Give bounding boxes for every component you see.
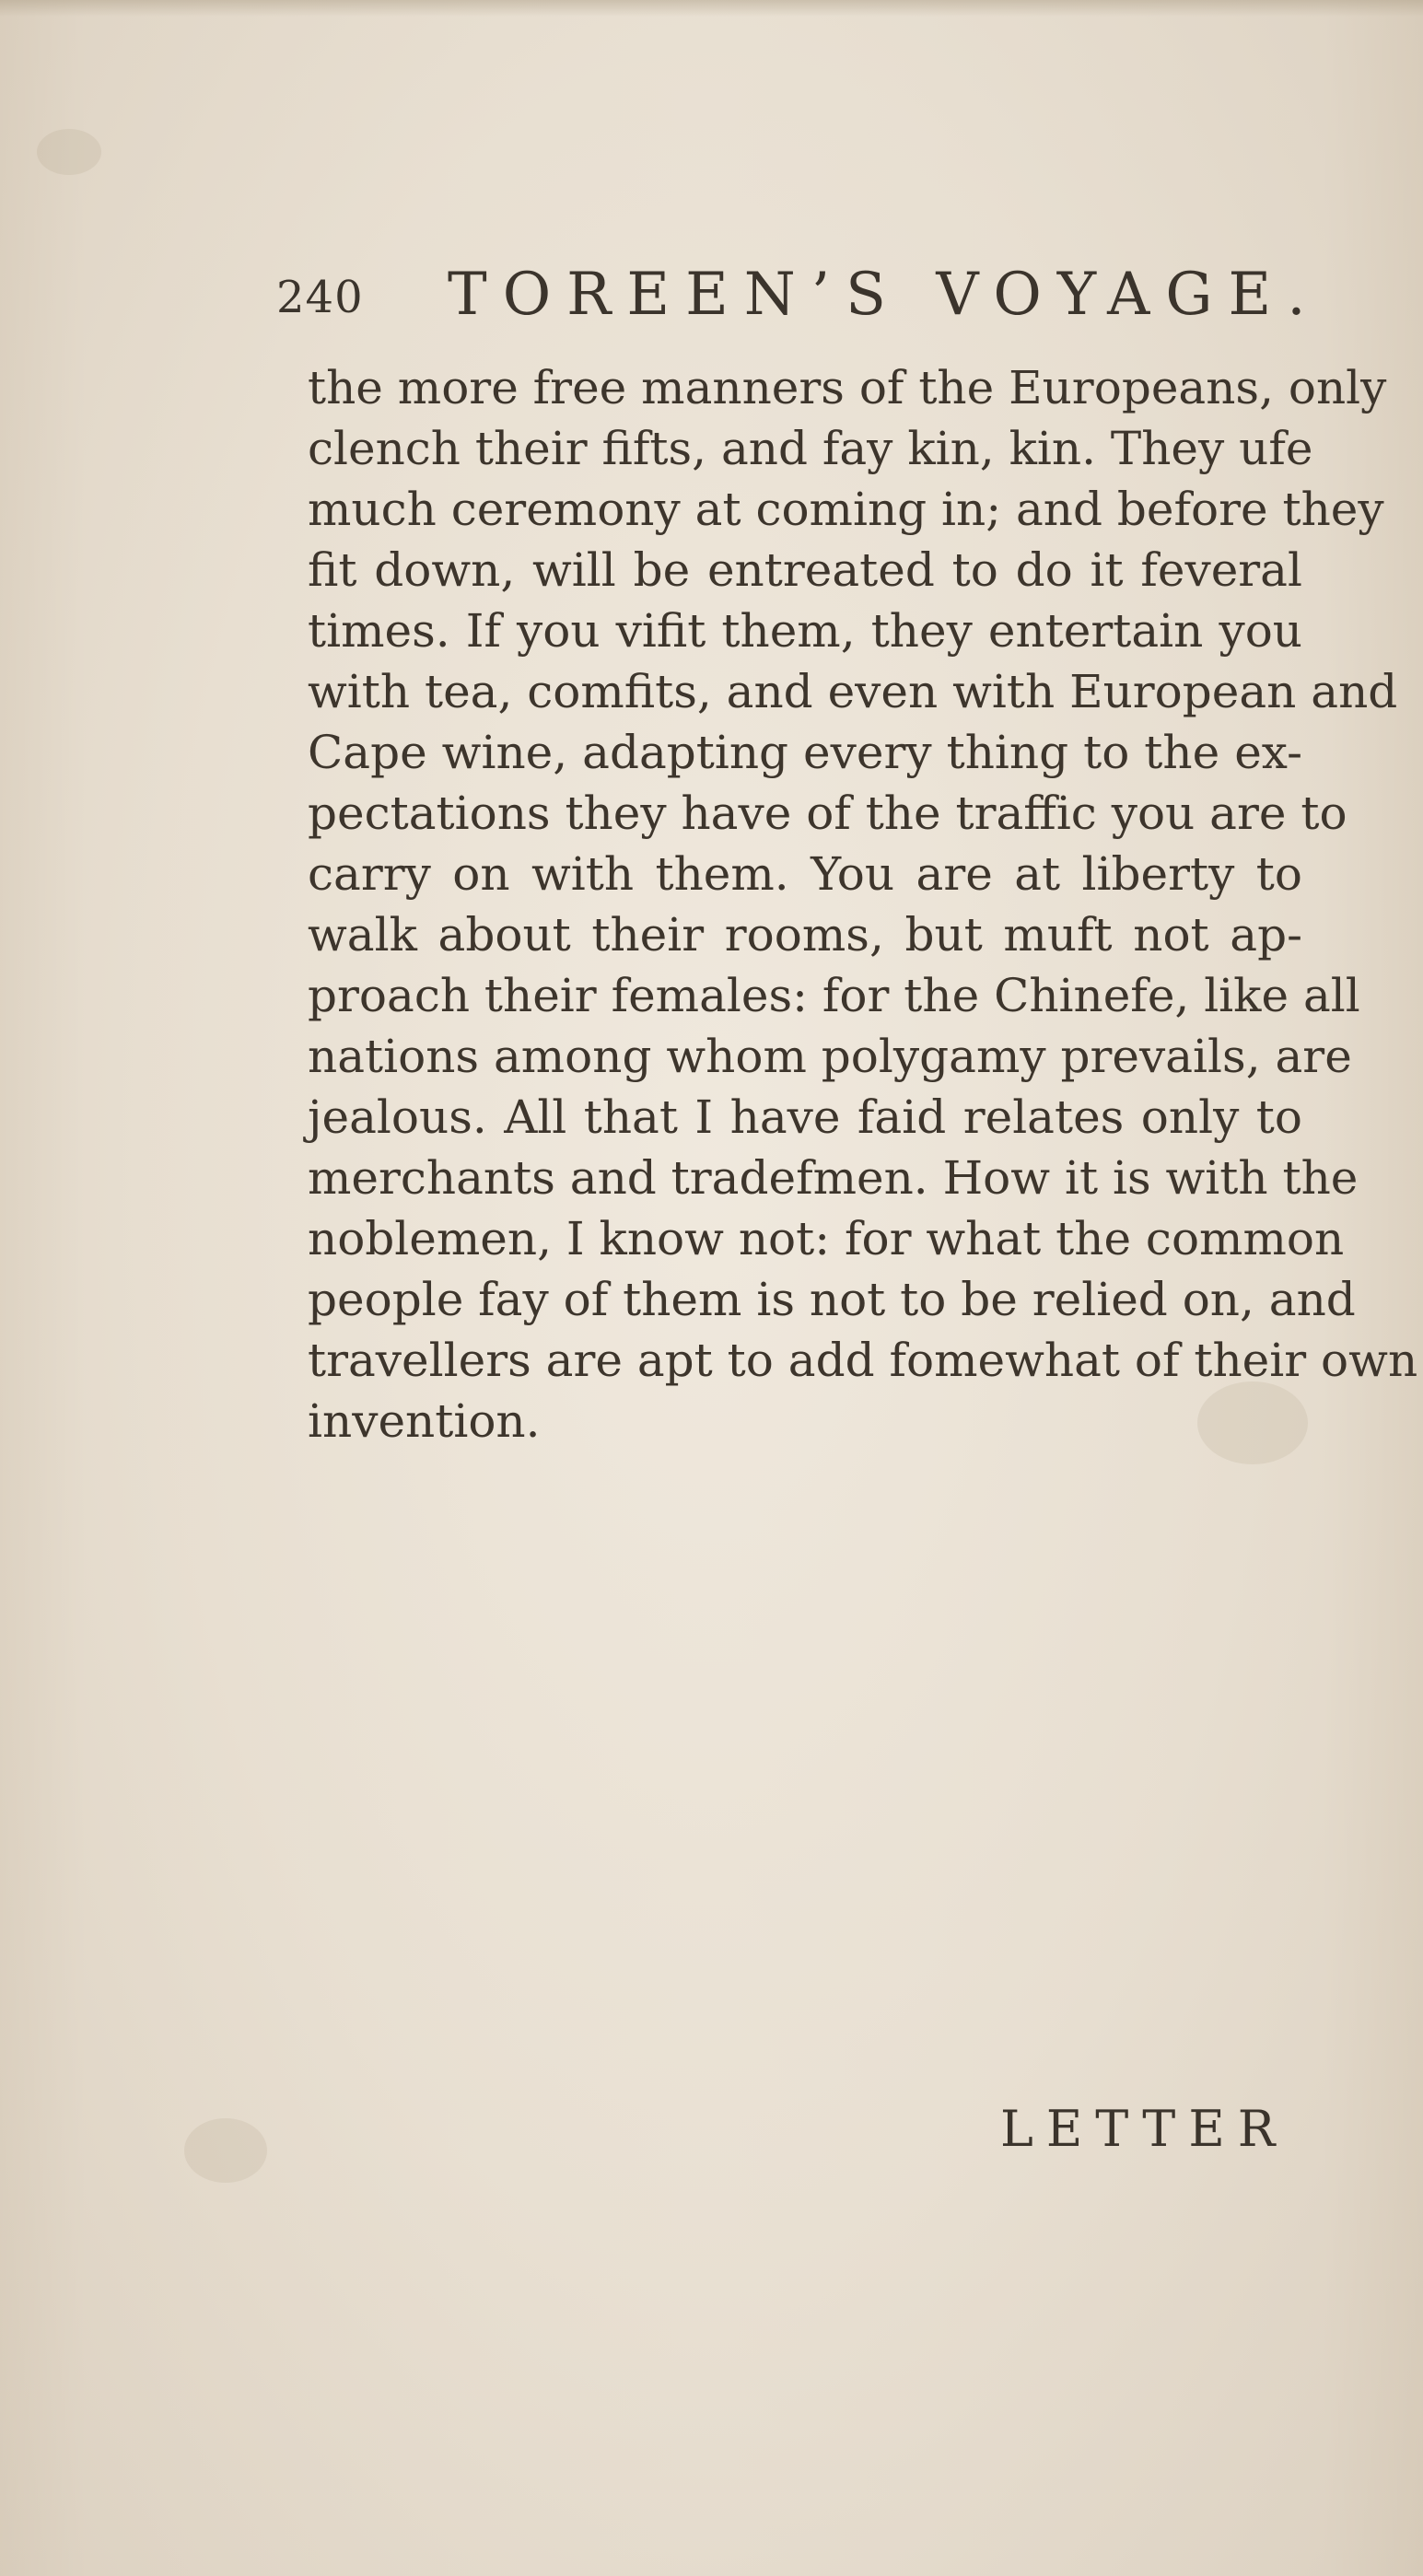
text-line: the more free manners of the Europeans, only: [308, 361, 1387, 414]
text-line: walk about their rooms, but muft not ap-: [308, 908, 1302, 962]
text-line: with tea, comfits, and even with European and: [308, 665, 1398, 718]
text-line: fit down, will be entreated to do it feveral: [308, 543, 1302, 597]
text-line: nations among whom polygamy prevails, are: [308, 1030, 1352, 1083]
text-line: pectations they have of the traffic you are to: [308, 787, 1347, 840]
page-top-edge: [0, 0, 1423, 17]
text-line: clench their fifts, and fay kin, kin. They ufe: [308, 422, 1313, 475]
text-line: carry on with them. You are at liberty to: [308, 847, 1302, 901]
paper-stain: [184, 2118, 267, 2183]
body-text: [308, 357, 1418, 1451]
text-line: noblemen, I know not: for what the common: [308, 1212, 1345, 1265]
text-line: much ceremony at coming in; and before they: [308, 483, 1384, 536]
text-line: jealous. All that I have faid relates only to: [308, 1090, 1302, 1144]
text-line: Cape wine, adapting every thing to the ex-: [308, 726, 1302, 779]
text-line: times. If you vifit them, they entertain you: [308, 604, 1302, 658]
running-title: TOREEN’S VOYAGE.: [448, 261, 1322, 329]
text-line: proach their females: for the Chinefe, like all: [308, 969, 1360, 1022]
text-line: merchants and tradefmen. How it is with the: [308, 1151, 1359, 1205]
text-line: invention.: [308, 1394, 541, 1448]
text-line: people fay of them is not to be relied on, and: [308, 1273, 1356, 1326]
text-line: travellers are apt to add fomewhat of their own: [308, 1334, 1418, 1387]
catchword: LETTER: [1000, 2100, 1289, 2158]
paper-stain: [37, 129, 101, 175]
running-head: [276, 261, 1322, 334]
page-number: 240: [276, 272, 364, 323]
